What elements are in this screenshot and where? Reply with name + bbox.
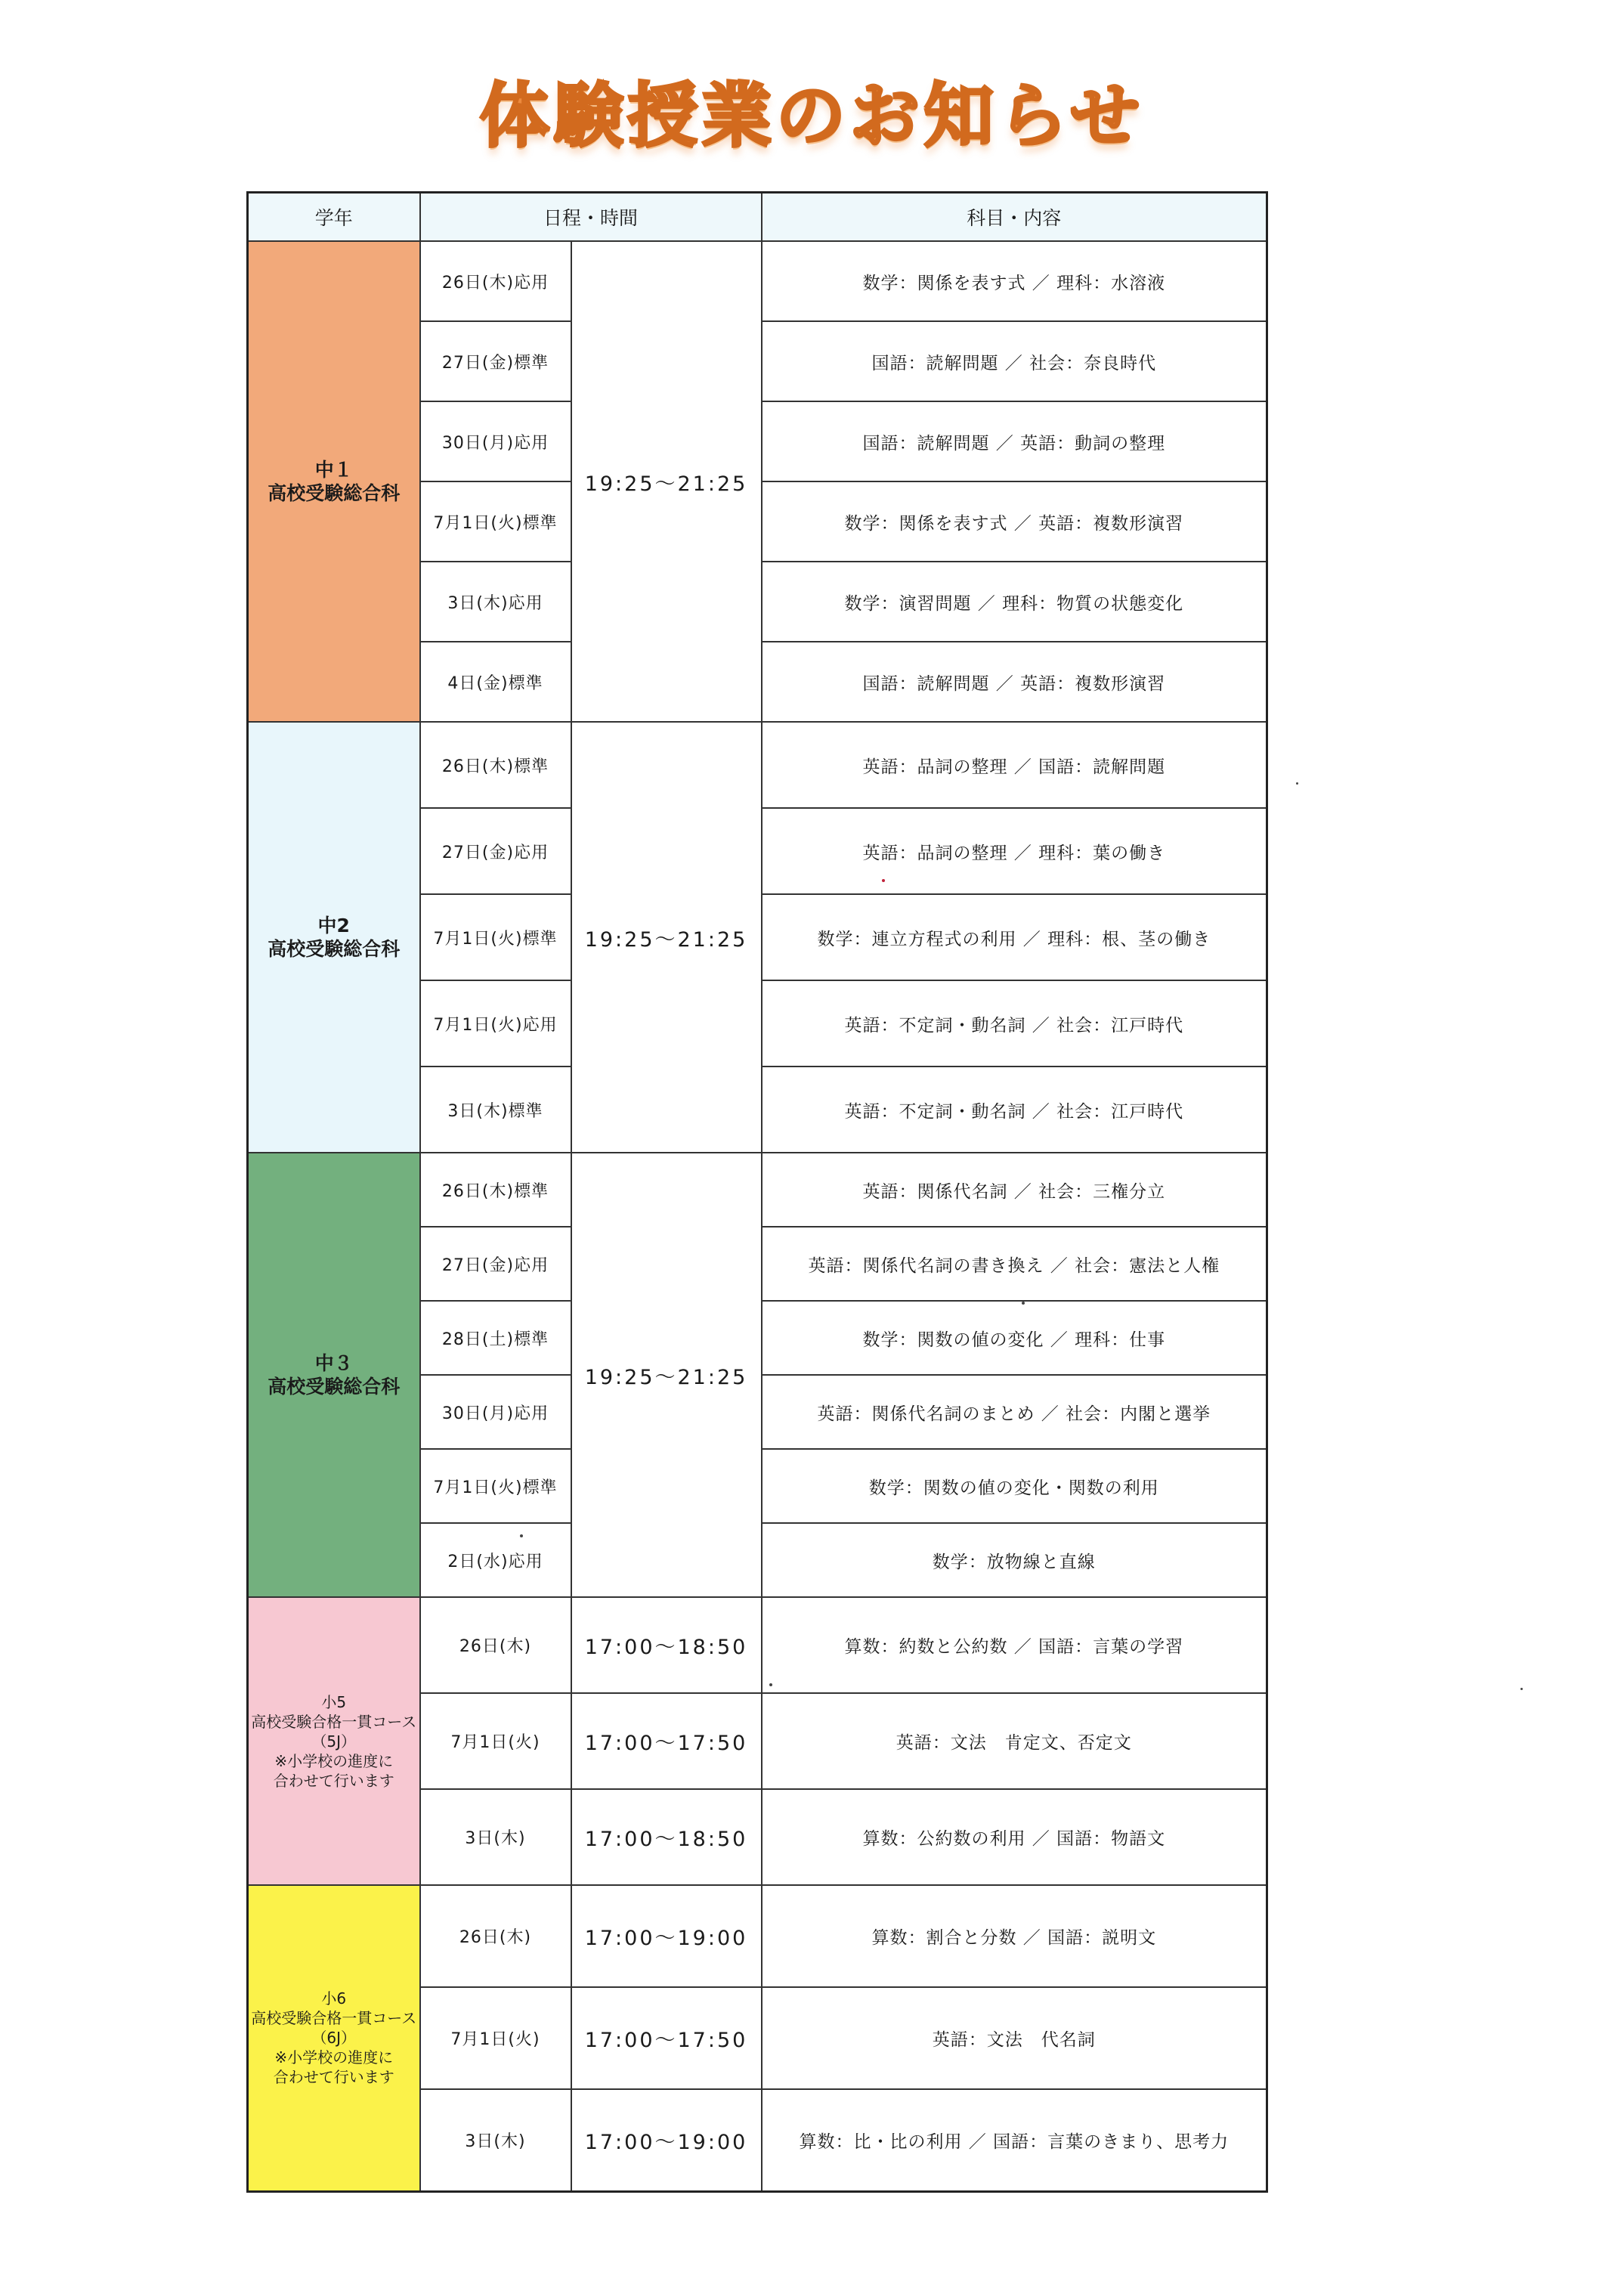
grade-name: 中１ (314, 458, 353, 481)
subject-cell: 英語：不定詞・動名詞 ／ 社会：江戸時代 (762, 980, 1267, 1067)
date-cell: 3日(木) (420, 1789, 571, 1885)
subject-cell: 算数：割合と分数 ／ 国語：説明文 (762, 1885, 1267, 1987)
subject-cell: 英語：関係代名詞のまとめ ／ 社会：内閣と選挙 (762, 1375, 1267, 1449)
subject-cell: 英語：文法 肯定文、否定文 (762, 1693, 1267, 1789)
table-row (248, 1885, 1267, 1987)
grade-name: 小6 (321, 1989, 347, 2008)
date-cell: 7月1日(火) (420, 1987, 571, 2089)
time-cell: 19:25～21:25 (571, 241, 762, 722)
date-cell: 7月1日(火)標準 (420, 894, 571, 980)
subject-cell: 国語：読解問題 ／ 社会：奈良時代 (762, 321, 1267, 401)
date-cell: 27日(金)標準 (420, 321, 571, 401)
time-cell: 17:00～17:50 (571, 1987, 762, 2089)
date-cell: 7月1日(火)標準 (420, 481, 571, 562)
scan-speck (769, 1683, 772, 1686)
scan-speck (1022, 1302, 1025, 1305)
time-cell: 17:00～17:50 (571, 1693, 762, 1789)
subject-cell: 英語：関係代名詞 ／ 社会：三権分立 (762, 1153, 1267, 1227)
date-cell: 28日(土)標準 (420, 1301, 571, 1375)
time-cell: 17:00～19:00 (571, 2089, 762, 2191)
time-cell: 19:25～21:25 (571, 722, 762, 1153)
grade-note: 合わせて行います (273, 2068, 394, 2087)
table-row (248, 241, 1267, 321)
grade-name: 小5 (321, 1692, 347, 1711)
subject-cell: 算数：公約数の利用 ／ 国語：物語文 (762, 1789, 1267, 1885)
grade-code: （6J） (311, 2029, 357, 2048)
grade-name: 中2 (317, 914, 350, 936)
scan-speck (1296, 782, 1298, 785)
date-cell: 30日(月)応用 (420, 1375, 571, 1449)
date-cell: 3日(木)標準 (420, 1067, 571, 1153)
date-cell: 27日(金)応用 (420, 808, 571, 894)
date-cell: 7月1日(火) (420, 1693, 571, 1789)
date-cell: 4日(金)標準 (420, 642, 571, 722)
grade-cell-chu3 (248, 1153, 420, 1597)
date-cell: 26日(木) (420, 1885, 571, 1987)
table-header-row (248, 193, 1267, 242)
subject-cell: 英語：品詞の整理 ／ 理科：葉の働き (762, 808, 1267, 894)
subject-cell: 英語：関係代名詞の書き換え ／ 社会：憲法と人権 (762, 1227, 1267, 1301)
grade-note: ※小学校の進度に (274, 1751, 394, 1770)
grade-cell-chu1 (248, 241, 420, 722)
grade-course: 高校受験合格一貫コース (251, 1712, 417, 1731)
subject-cell: 国語：読解問題 ／ 英語：複数形演習 (762, 642, 1267, 722)
table-row (248, 1597, 1267, 1693)
subject-cell: 数学：連立方程式の利用 ／ 理科：根、茎の働き (762, 894, 1267, 980)
grade-note: 合わせて行います (273, 1771, 394, 1790)
scan-speck (1520, 1688, 1523, 1690)
subject-cell: 算数：比・比の利用 ／ 国語：言葉のきまり、思考力 (762, 2089, 1267, 2191)
date-cell: 7月1日(火)標準 (420, 1449, 571, 1523)
grade-code: （5J） (311, 1732, 357, 1751)
time-cell: 19:25～21:25 (571, 1153, 762, 1597)
header-schedule: 日程・時間 (420, 193, 762, 242)
subject-cell: 英語：不定詞・動名詞 ／ 社会：江戸時代 (762, 1067, 1267, 1153)
header-subject: 科目・内容 (762, 193, 1267, 242)
date-cell: 3日(木)応用 (420, 562, 571, 642)
table-row (248, 1153, 1267, 1227)
time-cell: 17:00～18:50 (571, 1597, 762, 1693)
grade-cell-chu2 (248, 722, 420, 1153)
header-grade: 学年 (248, 193, 420, 242)
grade-cell-sho6 (248, 1885, 420, 2191)
time-cell: 17:00～19:00 (571, 1885, 762, 1987)
grade-note: ※小学校の進度に (274, 2048, 394, 2067)
date-cell: 26日(木)標準 (420, 722, 571, 808)
subject-cell: 数学：関数の値の変化 ／ 理科：仕事 (762, 1301, 1267, 1375)
subject-cell: 英語：品詞の整理 ／ 国語：読解問題 (762, 722, 1267, 808)
subject-cell: 数学：演習問題 ／ 理科：物質の状態変化 (762, 562, 1267, 642)
grade-name: 中３ (314, 1351, 353, 1374)
date-cell: 26日(木)応用 (420, 241, 571, 321)
scan-speck (520, 1534, 523, 1537)
schedule-table (246, 191, 1268, 2193)
subject-cell: 数学：関係を表す式 ／ 理科：水溶液 (762, 241, 1267, 321)
subject-cell: 算数：約数と公約数 ／ 国語：言葉の学習 (762, 1597, 1267, 1693)
grade-course: 高校受験合格一貫コース (251, 2009, 417, 2028)
subject-cell: 数学：関数の値の変化・関数の利用 (762, 1449, 1267, 1523)
grade-course: 高校受験総合科 (268, 1376, 401, 1398)
subject-cell: 国語：読解問題 ／ 英語：動詞の整理 (762, 401, 1267, 481)
date-cell: 30日(月)応用 (420, 401, 571, 481)
subject-cell: 英語：文法 代名詞 (762, 1987, 1267, 2089)
grade-course: 高校受験総合科 (268, 938, 401, 960)
subject-cell: 数学：関係を表す式 ／ 英語：複数形演習 (762, 481, 1267, 562)
date-cell: 2日(水)応用 (420, 1523, 571, 1597)
date-cell: 26日(木)標準 (420, 1153, 571, 1227)
date-cell: 3日(木) (420, 2089, 571, 2191)
grade-cell-sho5 (248, 1597, 420, 1885)
table-row (248, 722, 1267, 808)
page-title: 体験授業のお知らせ (479, 76, 1145, 156)
grade-course: 高校受験総合科 (268, 482, 401, 504)
time-cell: 17:00～18:50 (571, 1789, 762, 1885)
date-cell: 26日(木) (420, 1597, 571, 1693)
subject-cell: 数学：放物線と直線 (762, 1523, 1267, 1597)
date-cell: 7月1日(火)応用 (420, 980, 571, 1067)
scan-speck (882, 879, 885, 882)
date-cell: 27日(金)応用 (420, 1227, 571, 1301)
